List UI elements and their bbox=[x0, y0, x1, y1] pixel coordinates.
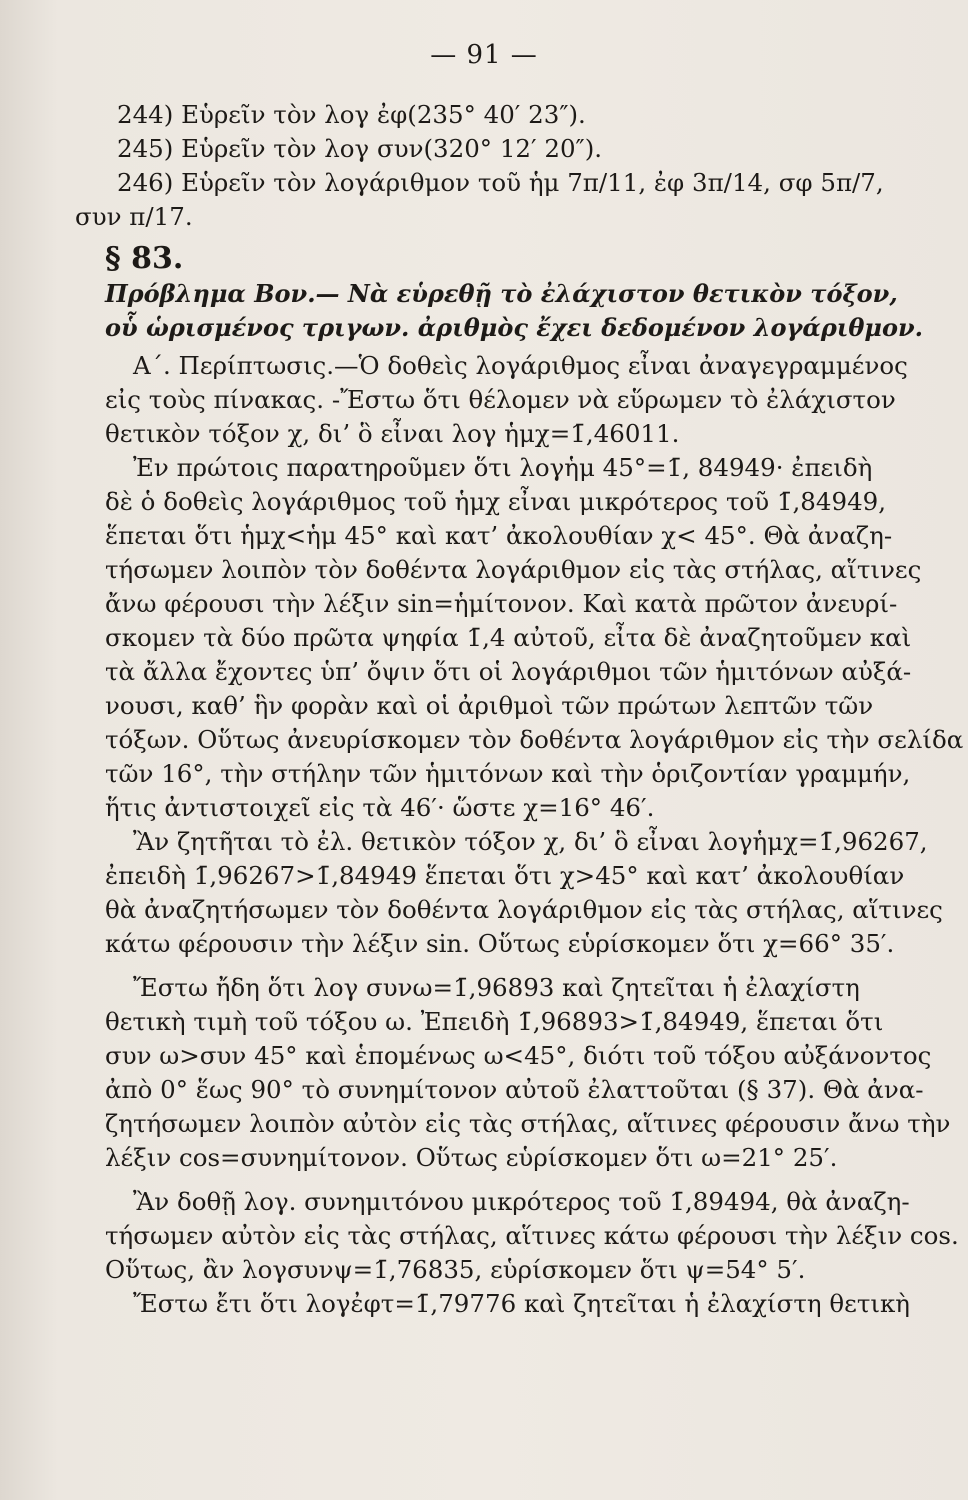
body-line: τήσωμεν αὐτὸν εἰς τὰς στήλας, αἵτινες κάτω φέρουσι τὴν λέξιν cos. bbox=[105, 1221, 959, 1250]
section-heading bbox=[105, 242, 935, 277]
body-line: τὰ ἄλλα ἔχοντες ὑπ’ ὄψιν ὅτι οἱ λογάριθμοι τῶν ἡμιτόνων αὐξά- bbox=[105, 657, 912, 686]
body-line: Ἔστω ἤδη ὅτι λογ συνω=1̄,96893 καὶ ζητεῖται ἡ ἐλαχίστη bbox=[133, 973, 860, 1002]
body-line: ζητήσωμεν λοιπὸν αὐτὸν εἰς τὰς στήλας, αἵτινες φέρουσιν ἄνω τὴν bbox=[105, 1109, 951, 1138]
body-line: δὲ ὁ δοθεὶς λογάριθμος τοῦ ἡμχ εἶναι μικρότερος τοῦ 1̄,84949, bbox=[105, 487, 887, 516]
body-line: ἄνω φέρουσι τὴν λέξιν sin=ἡμίτονον. Καὶ κατὰ πρῶτον ἀνευρί- bbox=[105, 589, 898, 618]
body-line: θετικὸν τόξον χ, δι’ ὃ εἶναι λογ ἡμχ=1̄,46011. bbox=[105, 419, 680, 448]
body-line: εἰς τοὺς πίνακας. -Ἔστω ὅτι θέλομεν νὰ εὕρωμεν τὸ ἐλάχιστον bbox=[105, 385, 896, 414]
body-line: ἀπὸ 0° ἕως 90° τὸ συνημίτονον αὐτοῦ ἐλαττοῦται (§ 37). Θὰ ἀνα- bbox=[105, 1075, 924, 1104]
body-line: κάτω φέρουσιν τὴν λέξιν sin. Οὕτως εὑρίσκομεν ὅτι χ=66° 35′. bbox=[105, 929, 895, 958]
section-title: Πρόβλημα Βον.— Νὰ εὑρεθῇ τὸ ἐλάχιστον θετικὸν τόξον, οὗ ὡρισμένος τριγων. ἀριθμὸς ἔχει δεδομένον λογάριθμον. bbox=[105, 279, 923, 342]
body-line: νουσι, καθ’ ἣν φορὰν καὶ οἱ ἀριθμοὶ τῶν πρώτων λεπτῶν τῶν bbox=[105, 691, 874, 720]
exercise-246: 246) Εὑρεῖν τὸν λογάριθμον τοῦ ἡμ 7π/11, ἐφ 3π/14, σφ 5π/7, bbox=[117, 168, 884, 197]
body-line: ἥτις ἀντιστοιχεῖ εἰς τὰ 46′· ὥστε χ=16° 46′. bbox=[105, 793, 655, 822]
section-number: § 83. bbox=[105, 241, 184, 276]
body-line: θετικὴ τιμὴ τοῦ τόξου ω. Ἐπειδὴ 1̄,96893>1̄,84949, ἕπεται ὅτι bbox=[105, 1007, 884, 1036]
body-line: σκομεν τὰ δύο πρῶτα ψηφία 1̄,4 αὐτοῦ, εἶτα δὲ ἀναζητοῦμεν καὶ bbox=[105, 623, 912, 652]
body-line: Οὕτως, ἂν λογσυνψ=1̄,76835, εὑρίσκομεν ὅτι ψ=54° 5′. bbox=[105, 1255, 806, 1284]
body-line: Ἂν ζητῆται τὸ ἐλ. θετικὸν τόξον χ, δι’ ὃ εἶναι λογἡμχ=1̄,96267, bbox=[133, 827, 928, 856]
body-line: ἕπεται ὅτι ἡμχ<ἡμ 45° καὶ κατ’ ἀκολουθίαν χ< 45°. Θὰ ἀναζη- bbox=[105, 521, 893, 550]
exercise-244: 244) Εὑρεῖν τὸν λογ ἐφ(235° 40′ 23″). bbox=[117, 100, 586, 129]
body-line: Ἐν πρώτοις παρατηροῦμεν ὅτι λογἡμ 45°=1̄, 84949· ἐπειδὴ bbox=[133, 453, 873, 482]
body-line: ἐπειδὴ 1̄,96267>1̄,84949 ἕπεται ὅτι χ>45° καὶ κατ’ ἀκολουθίαν bbox=[105, 861, 905, 890]
body-line: συν ω>συν 45° καὶ ἑπομένως ω<45°, διότι τοῦ τόξου αὐξάνοντος bbox=[105, 1041, 932, 1070]
body-line: Α΄. Περίπτωσις.—Ὁ δοθεὶς λογάριθμος εἶναι ἀναγεγραμμένος bbox=[133, 351, 908, 380]
body-line: λέξιν cos=συνημίτονον. Οὕτως εὑρίσκομεν ὅτι ω=21° 25′. bbox=[105, 1143, 838, 1172]
exercise-246-continuation: συν π/17. bbox=[75, 202, 193, 231]
body-line: τῶν 16°, τὴν στήλην τῶν ἡμιτόνων καὶ τὴν ὁριζοντίαν γραμμήν, bbox=[105, 759, 911, 788]
body-line: τήσωμεν λοιπὸν τὸν δοθέντα λογάριθμον εἰς τὰς στήλας, αἵτινες bbox=[105, 555, 922, 584]
body-line: Ἔστω ἔτι ὅτι λογἐφτ=1̄,79776 καὶ ζητεῖται ἡ ἐλαχίστη θετικὴ bbox=[133, 1289, 910, 1318]
exercise-245: 245) Εὑρεῖν τὸν λογ συν(320° 12′ 20″). bbox=[117, 134, 603, 163]
body-line: θὰ ἀναζητήσωμεν τὸν δοθέντα λογάριθμον εἰς τὰς στήλας, αἵτινες bbox=[105, 895, 943, 924]
text-block bbox=[75, 98, 964, 1321]
page-number: — 91 — bbox=[430, 40, 538, 70]
body-text bbox=[105, 349, 964, 1321]
body-line: τόξων. Οὕτως ἀνευρίσκομεν τὸν δοθέντα λογάριθμον εἰς τὴν σελίδα bbox=[105, 725, 964, 754]
body-line: Ἂν δοθῇ λογ. συνημιτόνου μικρότερος τοῦ 1̄,89494, θὰ ἀναζη- bbox=[133, 1187, 910, 1216]
